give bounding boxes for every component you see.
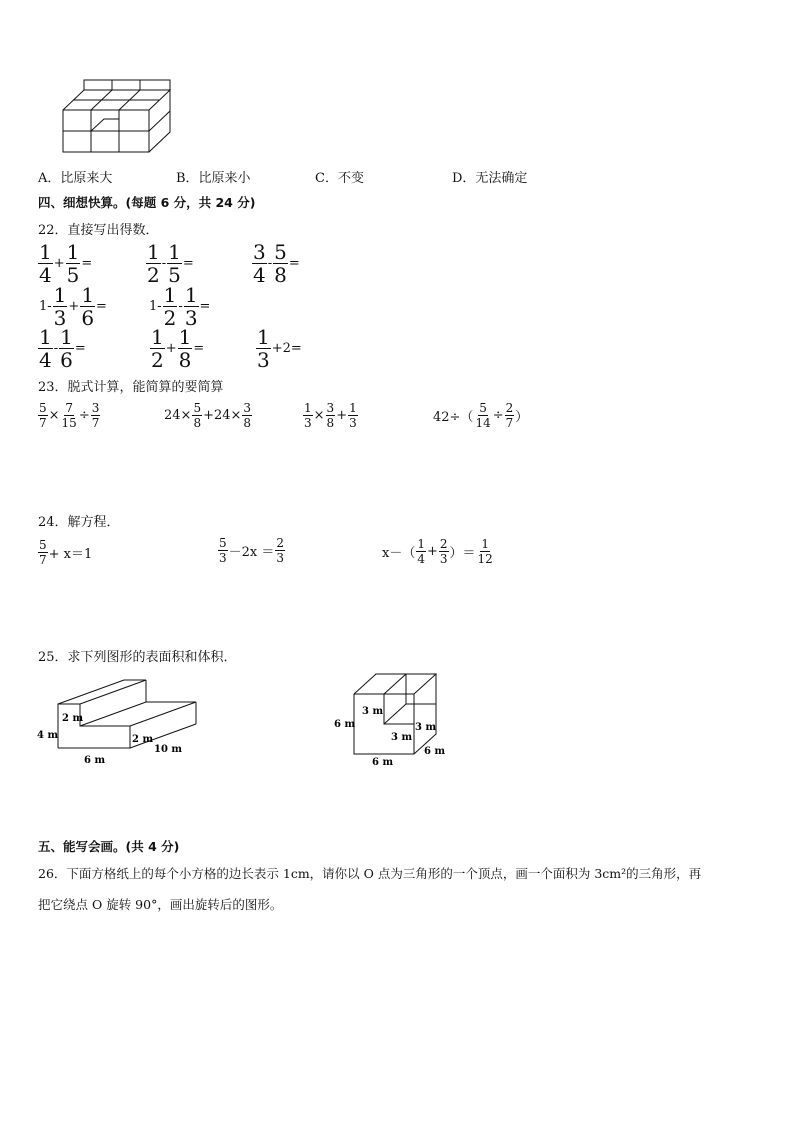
q25-title: 25．求下列图形的表面积和体积． xyxy=(38,650,237,665)
fig2-label-depth: 6 m xyxy=(424,746,446,757)
choice-d: D．无法确定 xyxy=(452,171,528,186)
fig1-label-width: 6 m xyxy=(84,755,106,766)
q22-title: 22．直接写出得数． xyxy=(38,223,159,238)
q22-item: 1- $\frac{1}{2}$ - $\frac{1}{3}$ = xyxy=(149,283,211,330)
q24-eq-2: $\frac{5}{3}$ －2x ＝ $\frac{2}{3}$ xyxy=(219,536,285,565)
q26-line-1: 26．下面方格纸上的每个小方格的边长表示 1cm，请你以 O 点为三角形的一个顶点，画一个面积为 3cm²的三角形，再 xyxy=(38,866,702,881)
fig1-label-length: 10 m xyxy=(154,744,182,755)
q22-item: $\frac{1}{3}$ +2= xyxy=(257,325,302,372)
fig2-label-a: 3 m xyxy=(362,706,384,717)
fig2-label-height: 6 m xyxy=(334,719,356,730)
q23-expr-2: 24× $\frac{5}{8}$ +24× $\frac{3}{8}$ xyxy=(164,401,252,430)
fig2-label-c: 3 m xyxy=(391,732,413,743)
q22-item: $\frac{1}{2}$ - $\frac{1}{5}$ = xyxy=(147,240,194,287)
fig2-label-width: 6 m xyxy=(372,757,394,768)
fig1-label-height: 4 m xyxy=(37,730,59,741)
choice-c: C．不变 xyxy=(315,171,364,186)
q22-item: $\frac{1}{4}$ + $\frac{1}{5}$ = xyxy=(39,240,93,287)
step-prism-figure xyxy=(34,676,224,768)
q22-item: $\frac{3}{4}$ - $\frac{5}{8}$ = xyxy=(253,240,300,287)
section-5-title: 五、能写会画。(共 4 分) xyxy=(38,839,180,854)
notched-cube-figure xyxy=(330,670,455,770)
cube-stack-figure xyxy=(60,78,175,158)
q24-eq-3: x－（ $\frac{1}{4}$ + $\frac{2}{3}$ ）＝ $\frac{1}{12}$ xyxy=(382,537,493,566)
fig2-label-b: 3 m xyxy=(415,722,437,733)
q23-expr-4: 42÷（ $\frac{5}{14}$ ÷ $\frac{2}{7}$ ） xyxy=(433,401,529,430)
fig1-label-step2: 2 m xyxy=(132,734,154,745)
q23-title: 23．脱式计算，能简算的要简算 xyxy=(38,380,224,395)
q23-expr-3: $\frac{1}{3}$ × $\frac{3}{8}$ + $\frac{1}{3}$ xyxy=(304,401,357,430)
q24-eq-1: $\frac{5}{7}$ + x＝1 xyxy=(39,538,93,567)
q26-line-2: 把它绕点 O 旋转 90°，画出旋转后的图形。 xyxy=(38,897,283,912)
q24-title: 24．解方程． xyxy=(38,515,120,530)
fig1-label-step: 2 m xyxy=(62,713,84,724)
choice-a: A．比原来大 xyxy=(38,171,113,186)
choice-b: B．比原来小 xyxy=(176,171,251,186)
q22-item: $\frac{1}{4}$ - $\frac{1}{6}$ = xyxy=(39,325,86,372)
section-4-title: 四、细想快算。(每题 6 分，共 24 分) xyxy=(38,195,256,210)
q22-item: $\frac{1}{2}$ + $\frac{1}{8}$ = xyxy=(151,325,205,372)
q22-item: 1- $\frac{1}{3}$ + $\frac{1}{6}$ = xyxy=(39,283,107,330)
q23-expr-1: $\frac{5}{7}$ × $\frac{7}{15}$ ÷ $\frac{3}{7}$ xyxy=(39,401,100,430)
